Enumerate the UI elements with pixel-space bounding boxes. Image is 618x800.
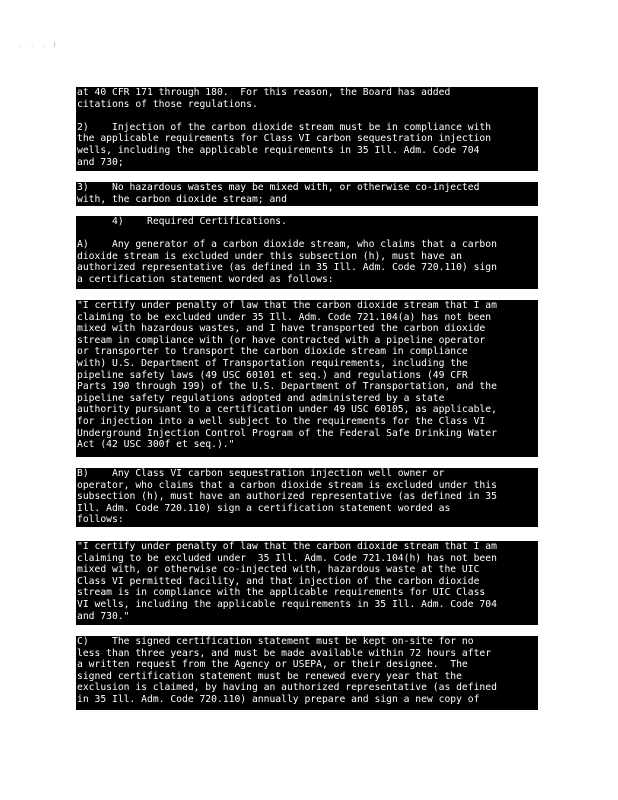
text-line: claiming to be excluded under 35 Ill. Adm. Code 721.104(a) has not been (77, 311, 492, 323)
paragraph-item-3 (76, 182, 538, 206)
paragraph-owner-operator-b (76, 468, 538, 527)
quote-owner-operator-certification (76, 541, 538, 625)
text-line: Underground Injection Control Program of the Federal Safe Drinking Water (77, 427, 497, 439)
text-line: and 730." (77, 610, 130, 622)
text-line: 2) Injection of the carbon dioxide stream must be in compliance with (77, 121, 492, 133)
paragraph-statement-retention-c (76, 636, 538, 710)
text-line: Parts 190 through 199) of the U.S. Department of Transportation, and the (77, 381, 497, 393)
blank-line (77, 110, 538, 122)
text-line: C) The signed certification statement must be kept on-site for no (77, 636, 474, 647)
text-line: a certification statement worded as follows: (77, 273, 334, 285)
text-line: the applicable requirements for Class VI carbon sequestration injection (77, 133, 492, 145)
quote-generator-certification (76, 300, 538, 457)
text-line: signed certification statement must be renewed every year that the (77, 670, 462, 682)
text-line: stream is in compliance with the applicable requirements for UIC Class (77, 587, 486, 599)
text-line: B) Any Class VI carbon sequestration injection well owner or (77, 468, 445, 479)
text-line: follows: (77, 514, 124, 526)
text-line: in 35 Ill. Adm. Code 720.110) annually prepare and sign a new copy of (77, 693, 480, 705)
text-line: 3) No hazardous wastes may be mixed with, or otherwise co-injected (77, 182, 480, 193)
text-line: pipeline safety regulations adopted and administered by a state (77, 392, 445, 404)
paragraph-required-certifications-a (76, 216, 538, 289)
text-line: citations of those regulations. (77, 98, 258, 110)
text-line: with, the carbon dioxide stream; and (77, 193, 287, 205)
paragraph-cfr-citations-and-item-2 (76, 87, 538, 171)
text-line: claiming to be excluded under 35 Ill. Adm. Code 721.104(h) has not been (77, 552, 497, 564)
text-line: A) Any generator of a carbon dioxide stream, who claims that a carbon (77, 239, 497, 251)
text-line: less than three years, and must be made available within 72 hours after (77, 647, 492, 659)
text-line: authorized representative (as defined in 35 Ill. Adm. Code 720.110) sign (77, 262, 497, 274)
section-heading-line: 4) Required Certifications. (77, 216, 287, 227)
text-line: subsection (h), must have an authorized representative (as defined in 35 (77, 491, 497, 503)
text-line: with) U.S. Department of Transportation requirements, including the (77, 357, 468, 369)
text-line: dioxide stream is excluded under this subsection (h), must have an (77, 250, 462, 262)
text-line: exclusion is claimed, by having an authorized representative (as defined (77, 682, 497, 694)
text-line: Ill. Adm. Code 720.110) sign a certification statement worded as (77, 502, 451, 514)
text-line: Act (42 USC 300f et seq.)." (77, 439, 235, 451)
blank-line (77, 228, 538, 240)
text-line: authority pursuant to a certification under 49 USC 60105, as applicable, (77, 404, 497, 416)
text-line: pipeline safety laws (49 USC 60101 et seq.) and regulations (49 CFR (77, 369, 468, 381)
corner-scan-mark: . . . ) (19, 42, 59, 49)
text-line: at 40 CFR 171 through 180. For this reason, the Board has added (77, 87, 451, 98)
text-line: VI wells, including the applicable requirements in 35 Ill. Adm. Code 704 (77, 598, 497, 610)
text-line: "I certify under penalty of law that the carbon dioxide stream that I am (77, 541, 497, 552)
text-line: a written request from the Agency or USEPA, or their designee. The (77, 659, 468, 671)
text-line: mixed with, or otherwise co-injected with, hazardous waste at the UIC (77, 564, 480, 576)
text-line: and 730; (77, 156, 124, 168)
text-line: Class VI permitted facility, and that injection of the carbon dioxide (77, 575, 480, 587)
text-line: mixed with hazardous wastes, and I have transported the carbon dioxide (77, 323, 486, 335)
text-line: stream in compliance with (or have contracted with a pipeline operator (77, 334, 486, 346)
text-line: operator, who claims that a carbon dioxide stream is excluded under this (77, 479, 497, 491)
text-line: or transporter to transport the carbon dioxide stream in compliance (77, 346, 468, 358)
text-line: for injection into a well subject to the requirements for the Class VI (77, 415, 486, 427)
text-line: "I certify under penalty of law that the carbon dioxide stream that I am (77, 300, 497, 311)
text-line: wells, including the applicable requirements in 35 Ill. Adm. Code 704 (77, 144, 480, 156)
